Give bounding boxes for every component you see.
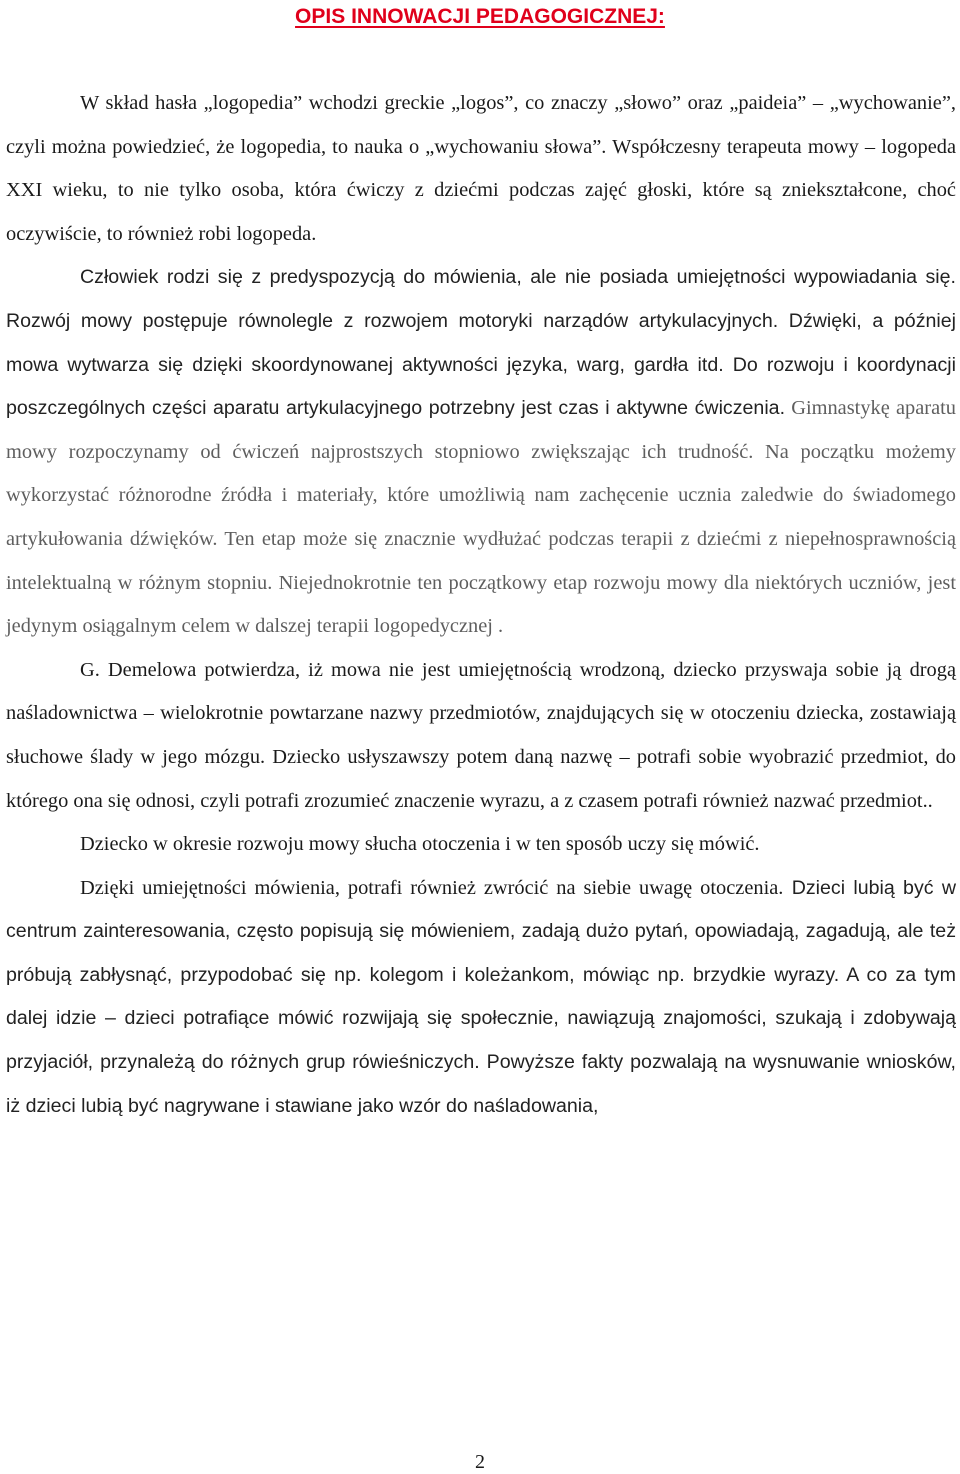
paragraph-text: W skład hasła „logopedia” wchodzi greckie „logos”, co znaczy „słowo” oraz „paideia” – „wychowanie”, czyli można powiedzieć, że logopedia, to nauka o „wychowaniu słowa”. Współczesny terapeuta mowy – logopeda XXI wieku, to nie tylko osoba, która ćwiczy z dziećmi podczas zajęć głoski, które są zniekształcone, choć oczywiście, to również robi logopeda. [6,92,956,245]
document-title: OPIS INNOWACJI PEDAGOGICZNEJ: [295,5,665,28]
paragraph-speech-development [6,256,956,648]
paragraph-text: Dzięki umiejętności mówienia, potrafi również zwrócić na siebie uwagę otoczenia. [80,876,784,899]
paragraph-demelowa [6,649,956,823]
paragraph-text-gray: Gimnastykę aparatu mowy rozpoczynamy od ćwiczeń najprostszych stopniowo zwiększając ich trudność. Na początku możemy wykorzystać różnorodne źródła i materiały, które umożliwią nam zachęcenie ucznia zaledwie do świadomego artykułowania dźwięków. Ten etap może się znacznie wydłużać podczas terapii z dziećmi z niepełnosprawnością intelektualną w różnym stopniu. Niejednokrotnie ten początkowy etap rozwoju mowy dla niektórych uczniów, jest jedynym osiągalnym celem w dalszej terapii logopedycznej . [6,397,956,638]
paragraph-logopedia-definition [6,82,956,256]
paragraph-text: Dziecko w okresie rozwoju mowy słucha otoczenia i w ten sposób uczy się mówić. [80,833,760,856]
document-body [6,82,956,1128]
paragraph-text: G. Demelowa potwierdza, iż mowa nie jest umiejętnością wrodzoną, dziecko przyswaja sobie ją drogą naśladownictwa – wielokrotnie powtarzane nazwy przedmiotów, znajdujących się w otoczeniu dziecka, zostawiają słuchowe ślady w jego mózgu. Dziecko usłyszawszy potem daną nazwę – potrafi sobie wyobrazić przedmiot, do którego ona się odnosi, czyli potrafi zrozumieć znaczenie wyrazu, a z czasem potrafi również nazwać przedmiot.. [6,658,956,812]
paragraph-child-listening [6,823,956,867]
paragraph-speaking-skills [6,867,956,1129]
paragraph-text-sans: Dzieci lubią być w centrum zainteresowania, często popisują się mówieniem, zadają dużo pytań, opowiadają, zagadują, ale też próbują zabłysnąć, przypodobać się np. kolegom i koleżankom, mówiąc np. brzydkie wyrazy. A co za tym dalej idzie – dzieci potrafiące mówić rozwijają się społecznie, nawiązują znajomości, szukają i zdobywają przyjaciół, przynależą do różnych grup rówieśniczych. Powyższe fakty pozwalają na wysnuwanie wniosków, iż dzieci lubią być nagrywane i stawiane jako wzór do naśladowania, [6,876,956,1117]
paragraph-text: Człowiek rodzi się z predyspozycją do mówienia, ale nie posiada umiejętności wypowiadania się. Rozwój mowy postępuje równolegle z rozwojem motoryki narządów artykulacyjnych. Dźwięki, a później mowa wytwarza się dzięki skoordynowanej aktywności języka, warg, gardła itd. Do rozwoju i koordynacji poszczególnych części aparatu artykulacyjnego potrzebny jest czas i aktywne ćwiczenia. [6,266,956,420]
page-number: 2 [475,1451,485,1473]
